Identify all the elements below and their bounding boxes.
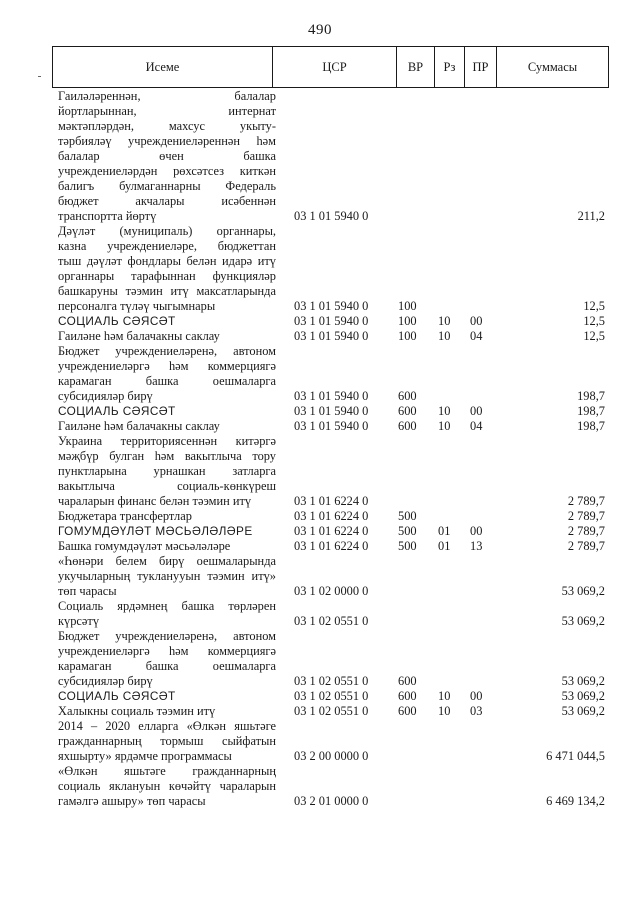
row-vr: 500 [398, 539, 417, 553]
row-name-line: учреждениеләргә һәм коммерциягә [58, 359, 276, 373]
row-vr: 600 [398, 404, 417, 418]
table-row [58, 404, 609, 419]
row-sum: 53 069,2 [561, 584, 605, 598]
row-name-line: балигъ булмаганнарны Федераль [58, 179, 276, 193]
table-row [58, 704, 609, 719]
row-csr: 03 1 01 5940 0 [294, 419, 369, 433]
row-name [58, 689, 276, 704]
row-name-line: мәктәпләрдән, махсус укыту- [58, 119, 276, 133]
row-name-line: Гаиләне һәм балачакны саклау [58, 329, 220, 343]
row-rz: 10 [438, 314, 451, 328]
row-rz: 10 [438, 419, 451, 433]
table-row [58, 344, 609, 404]
row-name [58, 704, 276, 719]
row-sum: 2 789,7 [567, 509, 605, 523]
row-name-line: пунктларына урнашкан затларга [58, 464, 276, 478]
column-header-csr: ЦСР [273, 47, 397, 88]
column-header-vr: ВР [397, 47, 435, 88]
column-header-name: Исеме [53, 47, 273, 88]
row-sum: 53 069,2 [561, 614, 605, 628]
row-sum: 211,2 [577, 209, 605, 223]
row-name-line: «Һөнәри белем бирү оешмаларында [58, 554, 276, 568]
table-header [52, 46, 609, 88]
row-csr: 03 1 02 0551 0 [294, 689, 369, 703]
row-vr: 500 [398, 524, 417, 538]
row-name [58, 599, 276, 629]
row-name-line: субсидияләр бирү [58, 674, 153, 688]
row-name-line: ГОМУМДӘҮЛӘТ МӘСЬӘЛӘЛӘРЕ [58, 524, 253, 538]
row-vr: 600 [398, 689, 417, 703]
row-rz: 10 [438, 704, 451, 718]
row-sum: 53 069,2 [561, 704, 605, 718]
row-sum: 2 789,7 [567, 494, 605, 508]
row-csr: 03 1 02 0551 0 [294, 614, 369, 628]
row-name-line: бюджет акчалары исәбеннән [58, 194, 276, 208]
row-name-line: учреждениеләргә һәм коммерциягә [58, 644, 276, 658]
row-name-line: СОЦИАЛЬ СӘЯСӘТ [58, 314, 176, 328]
row-name-line: персоналга түләү чыгымнары [58, 299, 216, 313]
row-name-line: органнары тарафыннан функцияләр [58, 269, 276, 283]
table-row [58, 629, 609, 689]
row-name-line: тәрбияләү учреждениеләреннән һәм [58, 134, 276, 148]
row-name-line: башкаруны тәэмин итү максатларында [58, 284, 276, 298]
table-row [58, 539, 609, 554]
row-sum: 198,7 [577, 404, 605, 418]
row-sum: 12,5 [583, 299, 605, 313]
row-csr: 03 1 01 5940 0 [294, 389, 369, 403]
row-csr: 03 1 01 5940 0 [294, 299, 369, 313]
row-name-line: СОЦИАЛЬ СӘЯСӘТ [58, 404, 176, 418]
row-name-line: йортларыннан, интернат [58, 104, 276, 118]
row-csr: 03 2 00 0000 0 [294, 749, 369, 763]
row-name [58, 524, 276, 539]
row-name [58, 419, 276, 434]
row-vr: 100 [398, 314, 417, 328]
row-name [58, 719, 276, 764]
row-csr: 03 1 01 5940 0 [294, 209, 369, 223]
row-name [58, 224, 276, 314]
row-vr: 500 [398, 509, 417, 523]
row-name [58, 314, 276, 329]
row-name-line: төп чарасы [58, 584, 117, 598]
row-name [58, 629, 276, 689]
row-csr: 03 1 01 5940 0 [294, 314, 369, 328]
row-pr: 00 [470, 524, 483, 538]
row-csr: 03 1 02 0551 0 [294, 674, 369, 688]
row-sum: 198,7 [577, 389, 605, 403]
row-name-line: чараларын финанс белән тәэмин итү [58, 494, 252, 508]
row-name-line: тыш дәүләт фондлары белән идарә итү [58, 254, 276, 268]
table-row [58, 89, 609, 224]
row-name-line: Гаиләне һәм балачакны саклау [58, 419, 220, 433]
row-name [58, 509, 276, 524]
row-sum: 2 789,7 [567, 524, 605, 538]
row-vr: 600 [398, 389, 417, 403]
row-csr: 03 1 01 5940 0 [294, 404, 369, 418]
table-row [58, 599, 609, 629]
row-name-line: яхшырту» ярдәмче программасы [58, 749, 232, 763]
row-pr: 00 [470, 689, 483, 703]
row-pr: 04 [470, 329, 483, 343]
row-name-line: укучыларның тукланууын тәэмин итү» [58, 569, 276, 583]
table-row [58, 434, 609, 509]
row-sum: 53 069,2 [561, 674, 605, 688]
row-name-line: мәҗбүр булган һәм вакытлыча тору [58, 449, 276, 463]
row-name [58, 344, 276, 404]
row-name-line: социаль яклануын көчәйтү чараларын [58, 779, 276, 793]
row-name-line: субсидияләр бирү [58, 389, 153, 403]
row-name [58, 554, 276, 599]
row-name [58, 89, 276, 224]
row-csr: 03 1 01 6224 0 [294, 539, 369, 553]
row-name-line: казна учреждениеләре, бюджеттан [58, 239, 276, 253]
row-name-line: учреждениеләрдән рөхсәтсез киткән [58, 164, 276, 178]
row-name-line: гражданнарның тормыш сыйфатын [58, 734, 276, 748]
row-name [58, 764, 276, 809]
row-name [58, 329, 276, 344]
row-name-line: Гаиләләреннән, балалар [58, 89, 276, 103]
row-name-line: гамәлгә ашыру» төп чарасы [58, 794, 206, 808]
row-name-line: Бюджет учреждениеләренә, автоном [58, 629, 276, 643]
row-rz: 10 [438, 404, 451, 418]
table-row [58, 689, 609, 704]
table-row [58, 224, 609, 314]
table-row [58, 524, 609, 539]
row-name [58, 404, 276, 419]
row-name-line: Дәүләт (муниципаль) органнары, [58, 224, 276, 238]
row-sum: 6 471 044,5 [546, 749, 605, 763]
row-csr: 03 1 02 0551 0 [294, 704, 369, 718]
row-name-line: СОЦИАЛЬ СӘЯСӘТ [58, 689, 176, 703]
row-vr: 600 [398, 419, 417, 433]
column-header-sum: Суммасы [497, 47, 609, 88]
row-sum: 2 789,7 [567, 539, 605, 553]
table-row [58, 509, 609, 524]
row-sum: 6 469 134,2 [546, 794, 605, 808]
table-row [58, 764, 609, 809]
row-name-line: карамаган башка оешмаларга [58, 374, 276, 388]
row-sum: 53 069,2 [561, 689, 605, 703]
row-pr: 03 [470, 704, 483, 718]
stray-mark [38, 76, 41, 77]
row-sum: 12,5 [583, 314, 605, 328]
row-pr: 13 [470, 539, 483, 553]
row-name-line: Бюджетара трансфертлар [58, 509, 192, 523]
row-rz: 10 [438, 689, 451, 703]
row-name-line: Халыкны социаль тәэмин итү [58, 704, 216, 718]
table-row [58, 329, 609, 344]
row-name-line: вакытлыча социаль-көнкүреш [58, 479, 276, 493]
page-number: 490 [308, 22, 332, 38]
row-csr: 03 1 02 0000 0 [294, 584, 369, 598]
row-vr: 600 [398, 704, 417, 718]
row-pr: 00 [470, 404, 483, 418]
table-row [58, 314, 609, 329]
row-csr: 03 2 01 0000 0 [294, 794, 369, 808]
row-name-line: «Өлкән яшьтәге гражданнарның [58, 764, 276, 778]
column-header-rz: Рз [435, 47, 465, 88]
row-name-line: балалар өчен башка [58, 149, 276, 163]
row-name [58, 434, 276, 509]
row-vr: 600 [398, 674, 417, 688]
row-vr: 100 [398, 329, 417, 343]
row-name-line: карамаган башка оешмаларга [58, 659, 276, 673]
table-row [58, 419, 609, 434]
row-name-line: Украина территориясеннән китәргә [58, 434, 276, 448]
table-row [58, 719, 609, 764]
row-name-line: Социаль ярдәмнең башка төрләрен [58, 599, 276, 613]
row-rz: 01 [438, 524, 451, 538]
row-rz: 01 [438, 539, 451, 553]
column-header-pr: ПР [465, 47, 497, 88]
row-name-line: Башка гомумдәүләт мәсьәләләре [58, 539, 231, 553]
row-name-line: 2014 – 2020 елларга «Өлкән яшьтәге [58, 719, 276, 733]
row-name [58, 539, 276, 554]
row-sum: 12,5 [583, 329, 605, 343]
row-pr: 04 [470, 419, 483, 433]
row-csr: 03 1 01 6224 0 [294, 494, 369, 508]
row-rz: 10 [438, 329, 451, 343]
row-name-line: Бюджет учреждениеләренә, автоном [58, 344, 276, 358]
row-csr: 03 1 01 6224 0 [294, 509, 369, 523]
row-sum: 198,7 [577, 419, 605, 433]
row-name-line: транспортта йөртү [58, 209, 157, 223]
table-row [58, 554, 609, 599]
table-body [58, 89, 609, 809]
row-vr: 100 [398, 299, 417, 313]
row-csr: 03 1 01 5940 0 [294, 329, 369, 343]
row-csr: 03 1 01 6224 0 [294, 524, 369, 538]
row-pr: 00 [470, 314, 483, 328]
row-name-line: күрсәтү [58, 614, 100, 628]
